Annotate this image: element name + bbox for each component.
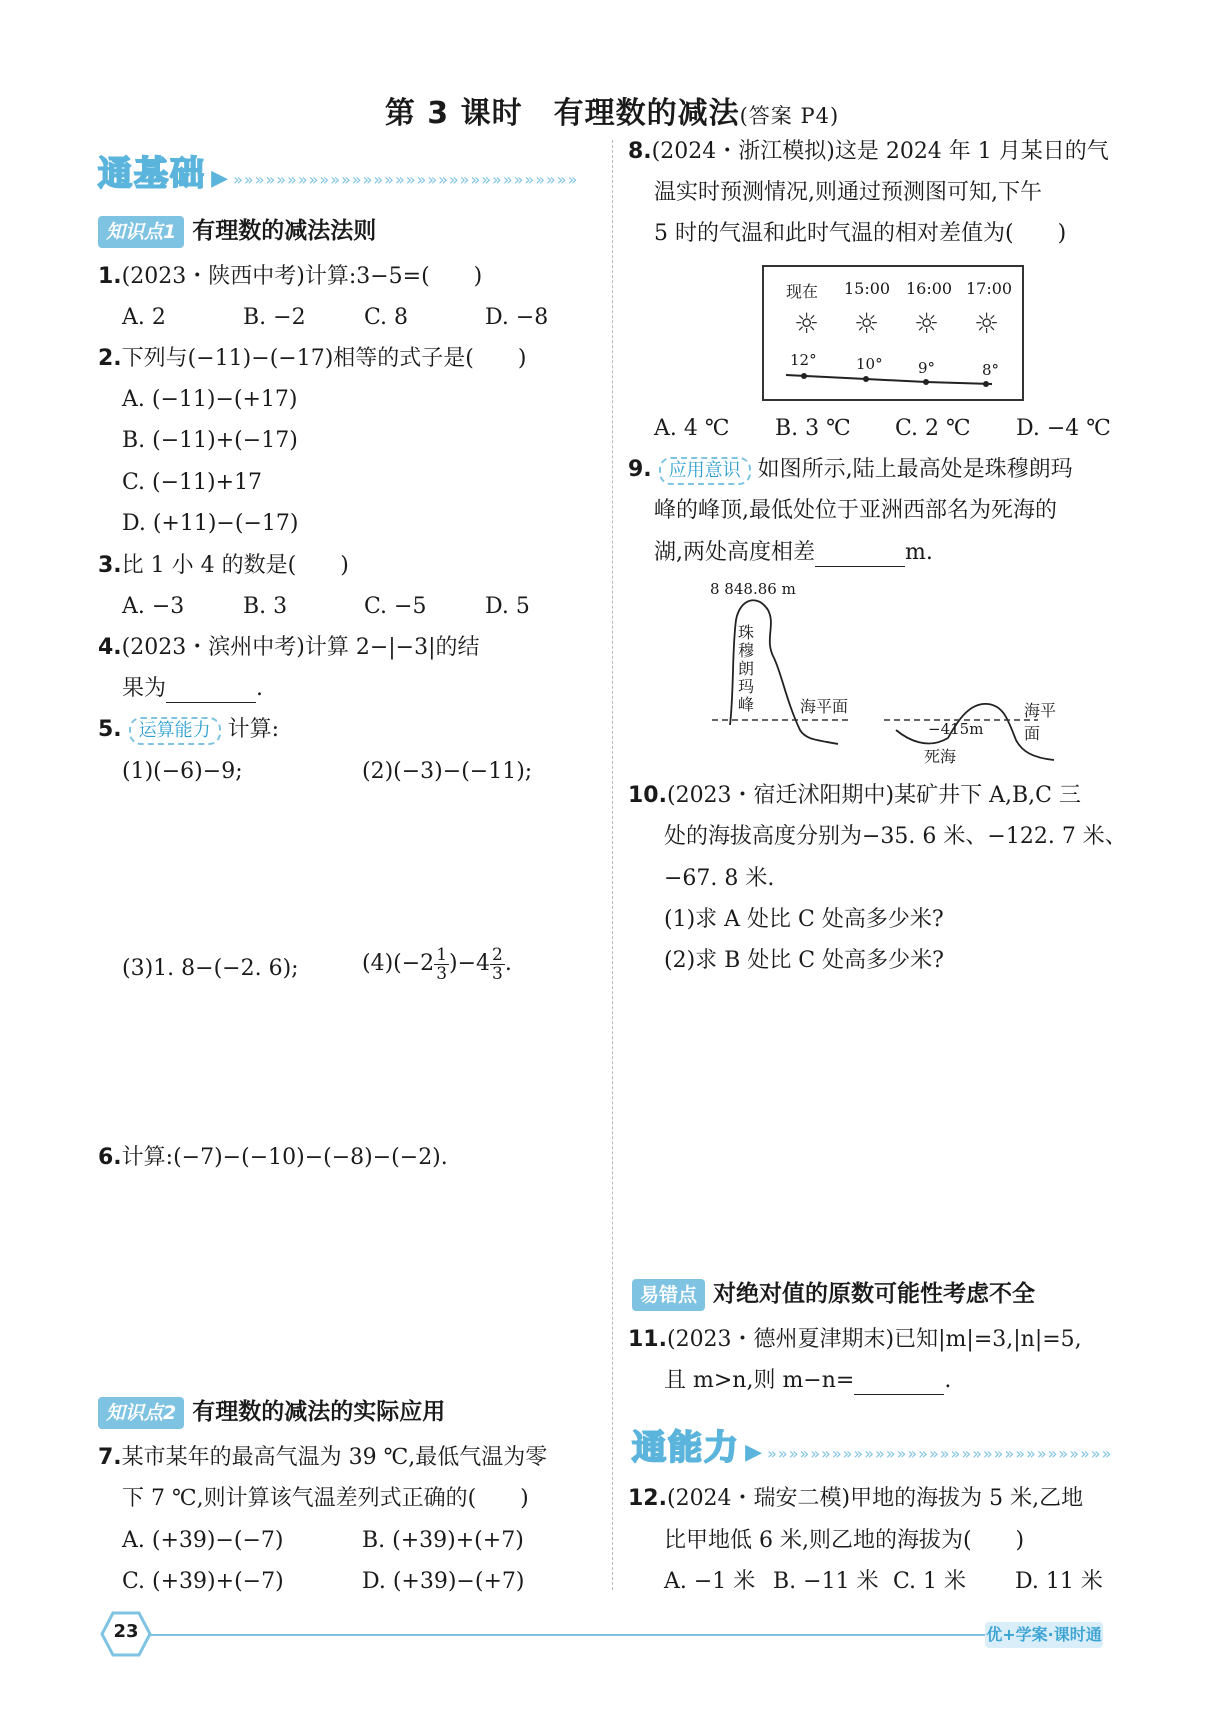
q2-number: 2. (98, 346, 122, 371)
q7-line1: 某市某年的最高气温为 39 ℃,最低气温为零 (121, 1445, 548, 1470)
q6-text: 计算:(−7)−(−10)−(−8)−(−2). (121, 1145, 448, 1170)
kp1-title: 有理数的减法法则 (192, 218, 377, 244)
q10-line1: (2023・宿迁沭阳期中)某矿井下 A,B,C 三 (666, 783, 1081, 808)
q5-part4-end: . (504, 951, 512, 976)
sun-icon: ☼ (914, 307, 940, 340)
page-title (0, 88, 1224, 132)
q3-option-a[interactable]: A. −3 (122, 594, 185, 619)
answer-ref: (答案 P4) (739, 104, 840, 128)
kp2-badge: 知识点2 (98, 1397, 184, 1429)
q12-option-a[interactable]: A. −1 米 (664, 1569, 756, 1594)
q5-number: 5. (98, 717, 122, 742)
temp-now: 12° (790, 351, 817, 369)
q3-option-b[interactable]: B. 3 (243, 594, 288, 619)
q4-line1: (2023・滨州中考)计算 2−|−3|的结 (121, 635, 480, 660)
q5-part1: (1)(−6)−9; (122, 759, 243, 784)
q5-fraction-1 (434, 946, 449, 983)
q9-line3-post: m. (905, 540, 933, 565)
q8-line2: 温实时预测情况,则通过预测图可知,下午 (654, 180, 1042, 205)
frac2-denominator: 3 (492, 963, 503, 984)
dotted-rule: »»»»»»»»»»»»»»»»»»»»»»»»»»»»»»»» (767, 1444, 1113, 1463)
temp-point-1700 (983, 381, 989, 387)
q10-sub1: (1)求 A 处比 C 处高多少米? (664, 907, 944, 932)
q3-text: 比 1 小 4 的数是( ) (121, 553, 349, 578)
basic-section-head (98, 146, 578, 195)
q3-number: 3. (98, 553, 122, 578)
basic-head-text: 通基础 (98, 154, 206, 194)
q5-part4 (362, 944, 512, 984)
q10-line2: 处的海拔高度分别为−35. 6 米、−122. 7 米、 (664, 824, 1127, 849)
q2-option-b[interactable]: B. (−11)+(−17) (122, 428, 298, 453)
q8-line3: 5 时的气温和此时气温的相对差值为( ) (654, 221, 1067, 246)
weather-forecast-figure (762, 265, 1024, 401)
error-badge: 易错点 (632, 1279, 705, 1311)
q9-line2: 峰的峰顶,最低处位于亚洲西部名为死海的 (654, 498, 1057, 523)
q4-answer-blank[interactable] (166, 680, 256, 703)
q8-stem (628, 138, 1109, 166)
q10-stem (628, 782, 1081, 810)
q12-stem (628, 1485, 1083, 1513)
dead-sea-depth-label: −415m (928, 720, 984, 738)
q6-stem (98, 1144, 448, 1172)
temp-1600: 9° (918, 359, 936, 377)
frac1-numerator: 1 (436, 944, 448, 965)
peak-name-label: 珠穆朗玛峰 (738, 623, 755, 714)
ability-head-text: 通能力 (632, 1428, 740, 1468)
q4-number: 4. (98, 635, 122, 660)
terrain-figure (708, 580, 1068, 770)
q9-answer-blank[interactable] (815, 544, 905, 567)
q5-part4-mid: )−4 (449, 951, 491, 976)
q2-option-c[interactable]: C. (−11)+17 (122, 470, 263, 495)
q5-stem (98, 716, 279, 745)
q3-option-d[interactable]: D. 5 (485, 594, 530, 619)
q10-line3: −67. 8 米. (664, 866, 775, 891)
q10-number: 10. (628, 783, 667, 808)
q9-line3-pre: 湖,两处高度相差 (654, 540, 815, 565)
sun-icon: ☼ (854, 307, 880, 340)
q9-skill-tag: 应用意识 (659, 457, 751, 485)
page-number: 23 (113, 1621, 139, 1642)
q11-number: 11. (628, 1327, 667, 1352)
q10-sub2: (2)求 B 处比 C 处高多少米? (664, 948, 944, 973)
q2-option-d[interactable]: D. (+11)−(−17) (122, 511, 299, 536)
terrain-svg (708, 580, 1068, 770)
q7-line2: 下 7 ℃,则计算该气温差列式正确的( ) (122, 1486, 529, 1511)
frac1-denominator: 3 (436, 963, 448, 984)
q8-option-d[interactable]: D. −4 ℃ (1016, 416, 1111, 441)
q4-stem (98, 634, 480, 662)
q6-number: 6. (98, 1145, 122, 1170)
q8-option-c[interactable]: C. 2 ℃ (895, 416, 971, 441)
kp2-title: 有理数的减法的实际应用 (192, 1399, 446, 1425)
sea-level-label-2: 海平面 (1024, 701, 1057, 743)
arrow-right-icon: ▶ (745, 1440, 763, 1465)
q9-number: 9. (628, 457, 652, 482)
sea-level-label-1: 海平面 (800, 697, 849, 716)
q12-number: 12. (628, 1486, 667, 1511)
dotted-rule: »»»»»»»»»»»»»»»»»»»»»»»»»»»»»»»» (233, 170, 579, 189)
q5-part2: (2)(−3)−(−11); (362, 759, 533, 784)
temp-point-1600 (923, 379, 929, 385)
kp1-badge: 知识点1 (98, 216, 184, 248)
page-number-badge (100, 1611, 152, 1657)
q5-part3: (3)1. 8−(−2. 6); (122, 956, 299, 981)
q1-stem (98, 263, 482, 291)
q7-option-b[interactable]: B. (+39)+(+7) (362, 1528, 524, 1553)
time-1500: 15:00 (844, 279, 891, 298)
q1-text: (2023・陕西中考)计算:3−5=( ) (121, 264, 483, 289)
q4-answer-line (122, 675, 263, 703)
q3-stem (98, 552, 349, 580)
q8-option-b[interactable]: B. 3 ℃ (775, 416, 851, 441)
temp-point-1500 (863, 376, 869, 382)
sun-icon: ☼ (794, 307, 820, 340)
temp-1500: 10° (856, 355, 883, 373)
temp-point-now (801, 373, 807, 379)
q7-option-d[interactable]: D. (+39)−(+7) (362, 1569, 525, 1594)
q1-option-b[interactable]: B. −2 (243, 305, 306, 330)
peak-height-label: 8 848.86 m (710, 580, 796, 598)
q11-line2-post: . (944, 1368, 952, 1393)
sun-icon: ☼ (974, 307, 1000, 340)
kp2-heading (98, 1397, 445, 1429)
q7-option-a[interactable]: A. (+39)−(−7) (122, 1528, 284, 1553)
q8-number: 8. (628, 139, 652, 164)
title-text: 第 3 课时 有理数的减法 (384, 96, 740, 131)
q1-option-a[interactable]: A. 2 (122, 305, 166, 330)
q8-line1: (2024・浙江模拟)这是 2024 年 1 月某日的气 (651, 139, 1109, 164)
q2-option-a[interactable]: A. (−11)−(+17) (122, 387, 298, 412)
q3-option-c[interactable]: C. −5 (364, 594, 427, 619)
q1-number: 1. (98, 264, 122, 289)
q12-option-c[interactable]: C. 1 米 (893, 1569, 967, 1594)
q12-option-d[interactable]: D. 11 米 (1015, 1569, 1103, 1594)
kp1-heading (98, 216, 376, 248)
q12-line2: 比甲地低 6 米,则乙地的海拔为( ) (664, 1528, 1025, 1553)
q12-option-b[interactable]: B. −11 米 (773, 1569, 879, 1594)
q5-skill-tag: 运算能力 (129, 717, 221, 745)
dead-sea-label: 死海 (924, 747, 957, 766)
q7-option-c[interactable]: C. (+39)+(−7) (122, 1569, 284, 1594)
q1-option-c[interactable]: C. 8 (364, 305, 409, 330)
time-now: 现在 (786, 282, 819, 301)
brand-logo: 优+学案·课时通 (985, 1622, 1103, 1648)
temperature-curve (786, 375, 992, 384)
time-1600: 16:00 (906, 279, 953, 298)
q2-stem (98, 345, 526, 373)
q7-number: 7. (98, 1445, 122, 1470)
error-title: 对绝对值的原数可能性考虑不全 (713, 1281, 1036, 1307)
q11-answer-blank[interactable] (854, 1372, 944, 1395)
q2-text: 下列与(−11)−(−17)相等的式子是( ) (121, 346, 527, 371)
q1-option-d[interactable]: D. −8 (485, 305, 549, 330)
error-heading (632, 1279, 1035, 1311)
q11-stem (628, 1326, 1082, 1354)
column-divider (612, 140, 613, 1590)
q11-line1: (2023・德州夏津期末)已知|m|=3,|n|=5, (666, 1327, 1082, 1352)
q9-answer-line (654, 539, 933, 567)
q5-fraction-2 (490, 946, 505, 983)
footer-rule (150, 1634, 1020, 1636)
q12-line1: (2024・瑞安二模)甲地的海拔为 5 米,乙地 (666, 1486, 1084, 1511)
q9-line1: 如图所示,陆上最高处是珠穆朗玛 (757, 457, 1073, 482)
q11-answer-line (664, 1367, 951, 1395)
temp-1700: 8° (982, 361, 1000, 379)
q9-stem (628, 456, 1073, 485)
q4-line2-pre: 果为 (122, 676, 167, 701)
q5-text: 计算: (227, 717, 280, 742)
q5-part4-pre: (4)(−2 (362, 951, 435, 976)
frac2-numerator: 2 (492, 944, 503, 965)
time-1700: 17:00 (966, 279, 1013, 298)
arrow-right-icon: ▶ (211, 166, 229, 191)
q7-stem (98, 1444, 547, 1472)
q8-option-a[interactable]: A. 4 ℃ (654, 416, 730, 441)
q11-line2-pre: 且 m>n,则 m−n= (664, 1368, 855, 1393)
q4-line2-post: . (256, 676, 264, 701)
ability-section-head (632, 1420, 1112, 1469)
